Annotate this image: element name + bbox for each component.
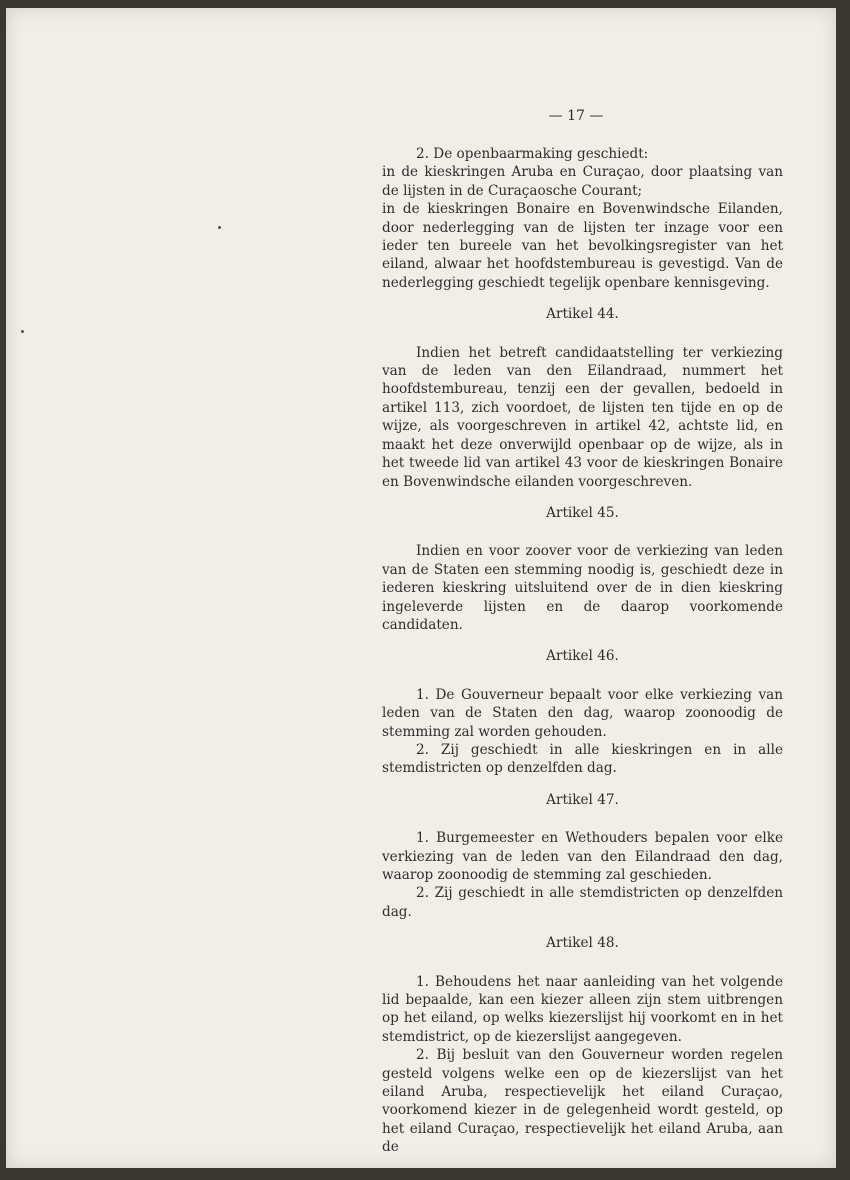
- page-number: — 17 —: [548, 108, 604, 124]
- paragraph: 2. Zij geschiedt in alle kieskringen en in alle stemdistricten op denzelfden dag.: [382, 741, 783, 777]
- paragraph: 1. Behoudens het naar aanleiding van het volgende lid bepaalde, kan een kiezer alleen zijn stem uitbrengen op het eiland, op welks kiezerslijst hij voorkomt en in het stemdistrict, op de kiezerslijst aangegeven.: [382, 973, 783, 1045]
- paragraph: 2. De openbaarmaking geschiedt:: [416, 146, 649, 162]
- article-heading: Artikel 44.: [546, 306, 619, 323]
- paragraph: 2. Bij besluit van den Gouverneur worden regelen gesteld volgens welke een op de kiezerslijst van het eiland Aruba, respectievelijk het eiland Curaçao, voorkomend kiezer in de gelegenheid wordt gesteld, op het eiland Curaçao, respectievelijk het eiland Aruba, aan de: [382, 1047, 783, 1156]
- paragraph: Indien en voor zoover voor de verkiezing van leden van de Staten een stemming noodig is, geschiedt deze in iederen kieskring uitsluitend over de in dien kieskring ingeleverde lijsten en de daarop voorkomende candidaten.: [382, 543, 783, 633]
- paragraph: in de kieskringen Bonaire en Bovenwindsche Eilanden, door nederlegging van de lijsten ter inzage voor een ieder ten bureele van het bevolkingsregister van het eiland, alwaar het hoofdstembureau is gevestigd. Van de nederlegging geschiedt tegelijk openbare kennisgeving.: [382, 201, 783, 291]
- article-heading: Artikel 46.: [546, 648, 619, 665]
- paragraph: 2. Zij geschiedt in alle stemdistricten op denzelfden dag.: [382, 885, 783, 920]
- paragraph: 1. Burgemeester en Wethouders bepalen voor elke verkiezing van de leden van den Eilandraad den dag, waarop zoonoodig de stemming zal geschieden.: [382, 830, 783, 883]
- text-column: [382, 145, 783, 1157]
- article-heading: Artikel 45.: [546, 504, 619, 521]
- paragraph: in de kieskringen Aruba en Curaçao, door plaatsing van de lijsten in de Curaçaosche Courant;: [382, 164, 783, 199]
- article-heading: Artikel 47.: [546, 791, 619, 808]
- paper-speck: [218, 226, 221, 229]
- document-page: [6, 8, 836, 1168]
- paper-speck: [21, 330, 24, 333]
- article-heading: Artikel 48.: [546, 935, 619, 952]
- paragraph: 1. De Gouverneur bepaalt voor elke verkiezing van leden van de Staten den dag, waarop zoonoodig de stemming zal worden gehouden.: [382, 686, 783, 740]
- paragraph: Indien het betreft candidaatstelling ter verkiezing van de leden van den Eilandraad, nummert het hoofdstembureau, tenzij een der gevallen, bedoeld in artikel 113, zich voordoet, de lijsten ten tijde en op de wijze, als voorgeschreven in artikel 42, achtste lid, en maakt het deze onverwijld openbaar op de wijze, als in het tweede lid van artikel 43 voor de kieskringen Bonaire en Bovenwindsche eilanden voorgeschreven.: [382, 344, 783, 490]
